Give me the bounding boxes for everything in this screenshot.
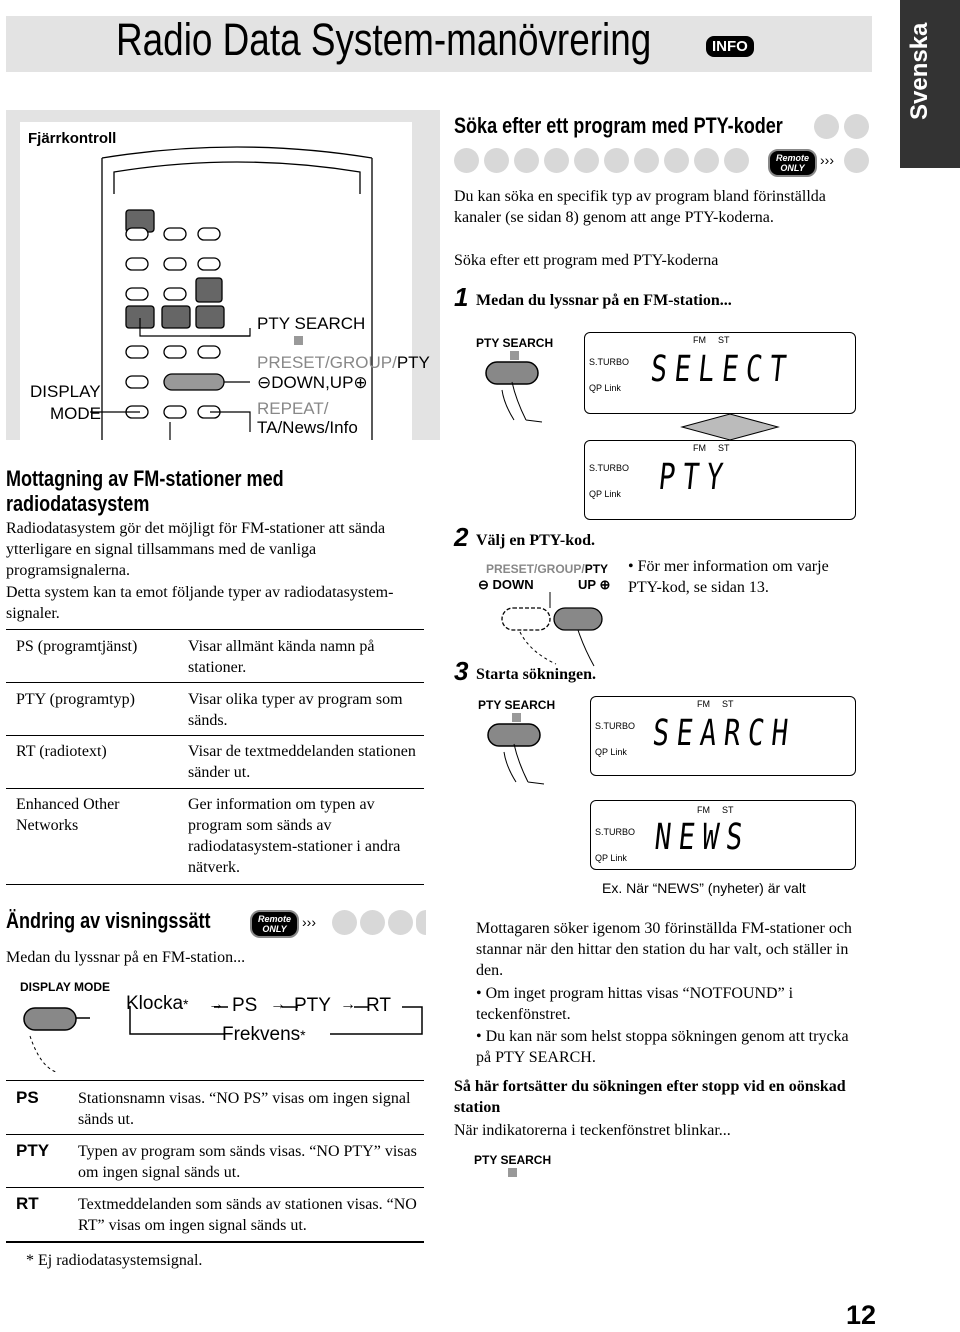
decor-dot bbox=[484, 148, 509, 173]
pty-search-marker bbox=[508, 1168, 517, 1177]
language-tab bbox=[900, 0, 960, 168]
flow-klocka: Klocka* bbox=[126, 993, 189, 1014]
decor-dot bbox=[664, 148, 689, 173]
callout-repeat: REPEAT/ bbox=[257, 399, 329, 418]
search-subheading: Söka efter ett program med PTY-koderna bbox=[454, 252, 719, 269]
down-button[interactable] bbox=[502, 608, 550, 630]
divider bbox=[6, 1134, 424, 1135]
decor-dot bbox=[844, 148, 869, 173]
decor-dot bbox=[360, 910, 385, 935]
lcd-select-text: SELECT bbox=[648, 349, 796, 390]
display-mode-button[interactable] bbox=[24, 1008, 76, 1030]
language-tab-label: Svenska bbox=[906, 22, 933, 120]
page-title: Radio Data System-manövrering bbox=[116, 14, 652, 65]
bullet-stop: • Du kan när som helst stoppa sökningen genom att trycka på PTY SEARCH. bbox=[476, 1028, 849, 1066]
step1-number: 1 bbox=[454, 282, 469, 312]
mode-desc-rt: Textmeddelanden som sänds av stationen visas. “NO RT” visas om ingen signal sänds ut. bbox=[78, 1196, 417, 1234]
lcd-display-search: FM ST S.TURBO QP Link SEARCH bbox=[590, 696, 856, 776]
search-heading: Söka efter ett program med PTY-koder bbox=[454, 113, 783, 138]
pty-search-marker bbox=[512, 713, 521, 722]
remote-only-badge: Remote ONLY bbox=[768, 149, 817, 177]
rds-desc-ps: Visar allmänt kända namn på stationer. bbox=[188, 638, 375, 676]
rds-heading-line2: radiodatasystem bbox=[6, 491, 150, 516]
decor-dot bbox=[844, 114, 869, 139]
lcd-display-news: FM ST S.TURBO QP Link NEWS bbox=[590, 800, 856, 870]
decor-dot bbox=[388, 910, 413, 935]
divider bbox=[6, 1241, 424, 1243]
flow-ps: PS bbox=[232, 995, 258, 1016]
up-button-label: UP ⊕ bbox=[578, 577, 611, 592]
mode-term-ps: PS bbox=[16, 1088, 39, 1107]
decor-dot bbox=[332, 910, 357, 935]
pty-search-label: PTY SEARCH bbox=[474, 1153, 552, 1167]
decor-dot bbox=[604, 148, 629, 173]
bullet-notfound: • Om inget program hittas visas “NOTFOUND” i teckenfönstret. bbox=[476, 985, 794, 1023]
result-paragraph: Mottagaren söker igenom 30 förinställda FM-stationer och stannar när den hittar den station du har valt, och ställer in den. bbox=[476, 920, 852, 979]
pty-search-marker bbox=[510, 351, 519, 360]
rds-para1: Radiodatasystem gör det möjligt för FM-stationer att sända ytterligare en signal tillsammans med de vanliga programsignalerna. bbox=[6, 520, 386, 579]
continue-heading: Så här fortsätter du sökningen efter stopp vid en oönskad station bbox=[454, 1078, 846, 1116]
callout-display: DISPLAY bbox=[30, 382, 101, 401]
decor-dot bbox=[634, 148, 659, 173]
flow-rt: RT bbox=[366, 995, 391, 1016]
step3-number: 3 bbox=[454, 656, 469, 686]
divider bbox=[6, 1080, 424, 1081]
step2-number: 2 bbox=[454, 522, 469, 552]
rds-desc-eon: Ger information om typen av program som sänds av radiodatasystem-stationer i andra nätverk. bbox=[188, 796, 401, 876]
remote-only-badge: Remote ONLY bbox=[250, 910, 299, 938]
flow-arrow: → bbox=[208, 996, 224, 1013]
lcd-pty-text: PTY bbox=[656, 457, 733, 498]
lcd-search-text: SEARCH bbox=[650, 713, 798, 754]
step2-note: • För mer information om varje PTY-kod, se sidan 13. bbox=[628, 558, 829, 596]
preset-group-pty-label: PRESET/GROUP/PTY bbox=[486, 562, 609, 576]
divider bbox=[6, 1187, 424, 1188]
rds-term-ps: PS (programtjänst) bbox=[16, 638, 138, 655]
page-number: 12 bbox=[846, 1300, 877, 1330]
down-up-press bbox=[490, 592, 620, 672]
divider bbox=[6, 682, 424, 683]
divider bbox=[6, 788, 424, 789]
callout-preset: PRESET/GROUP/PTY bbox=[257, 353, 430, 372]
mode-intro: Medan du lyssnar på en FM-station... bbox=[6, 949, 246, 966]
rds-heading-line1: Mottagning av FM-stationer med bbox=[6, 466, 284, 491]
rds-desc-pty: Visar olika typer av program som sänds. bbox=[188, 691, 403, 729]
mode-term-pty: PTY bbox=[16, 1141, 50, 1160]
rds-term-rt: RT (radiotext) bbox=[16, 743, 107, 760]
lcd-transition-arrow bbox=[680, 412, 780, 442]
pty-search-label: PTY SEARCH bbox=[478, 698, 556, 712]
lcd-news-text: NEWS bbox=[652, 817, 753, 858]
search-intro: Du kan söka en specifik typ av program bland förinställda kanaler (se sidan 8) genom att ange PTY-koderna. bbox=[454, 188, 826, 226]
flow-arrow: → bbox=[340, 996, 356, 1013]
decor-dot bbox=[416, 910, 426, 935]
flow-arrow: → bbox=[270, 996, 286, 1013]
remote-button-grid bbox=[126, 210, 224, 418]
mode-desc-pty: Typen av program som sänds visas. “NO PTY” visas om ingen signal sänds ut. bbox=[78, 1143, 417, 1181]
rds-term-pty: PTY (programtyp) bbox=[16, 691, 135, 708]
mode-desc-ps: Stationsnamn visas. “NO PS” visas om ingen signal sänds ut. bbox=[78, 1090, 411, 1128]
pty-search-marker bbox=[294, 336, 303, 345]
pty-search-button[interactable] bbox=[486, 362, 538, 384]
step2-text: Välj en PTY-kod. bbox=[476, 532, 595, 549]
mode-term-rt: RT bbox=[16, 1194, 39, 1213]
pty-search-press bbox=[482, 360, 562, 430]
mode-heading: Ändring av visningssätt bbox=[6, 908, 211, 933]
step3-text: Starta sökningen. bbox=[476, 666, 597, 683]
down-button-label: ⊖ DOWN bbox=[478, 577, 534, 592]
pty-search-press bbox=[484, 722, 564, 792]
decor-dot bbox=[694, 148, 719, 173]
callout-mode: MODE bbox=[50, 404, 101, 423]
step1-text: Medan du lyssnar på en FM-station... bbox=[476, 292, 732, 309]
decor-dot bbox=[574, 148, 599, 173]
info-badge: INFO bbox=[706, 36, 754, 57]
divider bbox=[6, 629, 424, 630]
decor-dot bbox=[514, 148, 539, 173]
decor-dot bbox=[814, 114, 839, 139]
continue-text: När indikatorerna i teckenfönstret blinkar... bbox=[454, 1122, 731, 1139]
display-mode-button-label: DISPLAY MODE bbox=[20, 980, 111, 994]
signal-icon: ››› bbox=[820, 152, 834, 168]
decor-dot bbox=[454, 148, 479, 173]
decor-dot bbox=[724, 148, 749, 173]
divider bbox=[6, 884, 424, 885]
rds-para2: Detta system kan ta emot följande typer av radiodatasystem-signaler. bbox=[6, 584, 394, 622]
lcd-display-select: FM ST S.TURBO QP Link SELECT bbox=[584, 332, 856, 414]
signal-icon: ››› bbox=[302, 914, 316, 930]
flow-pty: PTY bbox=[294, 995, 331, 1016]
remote-label: Fjärrkontroll bbox=[28, 130, 117, 147]
divider bbox=[6, 735, 424, 736]
rds-desc-rt: Visar de textmeddelanden stationen sänder ut. bbox=[188, 743, 416, 781]
rds-term-eon: Enhanced Other Networks bbox=[16, 796, 120, 834]
flow-frekvens: Frekvens* bbox=[222, 1024, 306, 1045]
callout-pty-search: PTY SEARCH bbox=[257, 314, 366, 333]
decor-dot bbox=[544, 148, 569, 173]
pty-search-button[interactable] bbox=[488, 724, 540, 746]
example-caption: Ex. När “NEWS” (nyheter) är valt bbox=[602, 880, 806, 896]
lcd-display-pty: FM ST S.TURBO QP Link PTY bbox=[584, 440, 856, 520]
pty-search-label: PTY SEARCH bbox=[476, 336, 554, 350]
callout-down-up: ⊖DOWN,UP⊕ bbox=[257, 373, 368, 392]
up-button[interactable] bbox=[554, 608, 602, 630]
footnote: * Ej radiodatasystemsignal. bbox=[26, 1252, 203, 1269]
callout-ta-news: TA/News/Info bbox=[257, 418, 358, 437]
